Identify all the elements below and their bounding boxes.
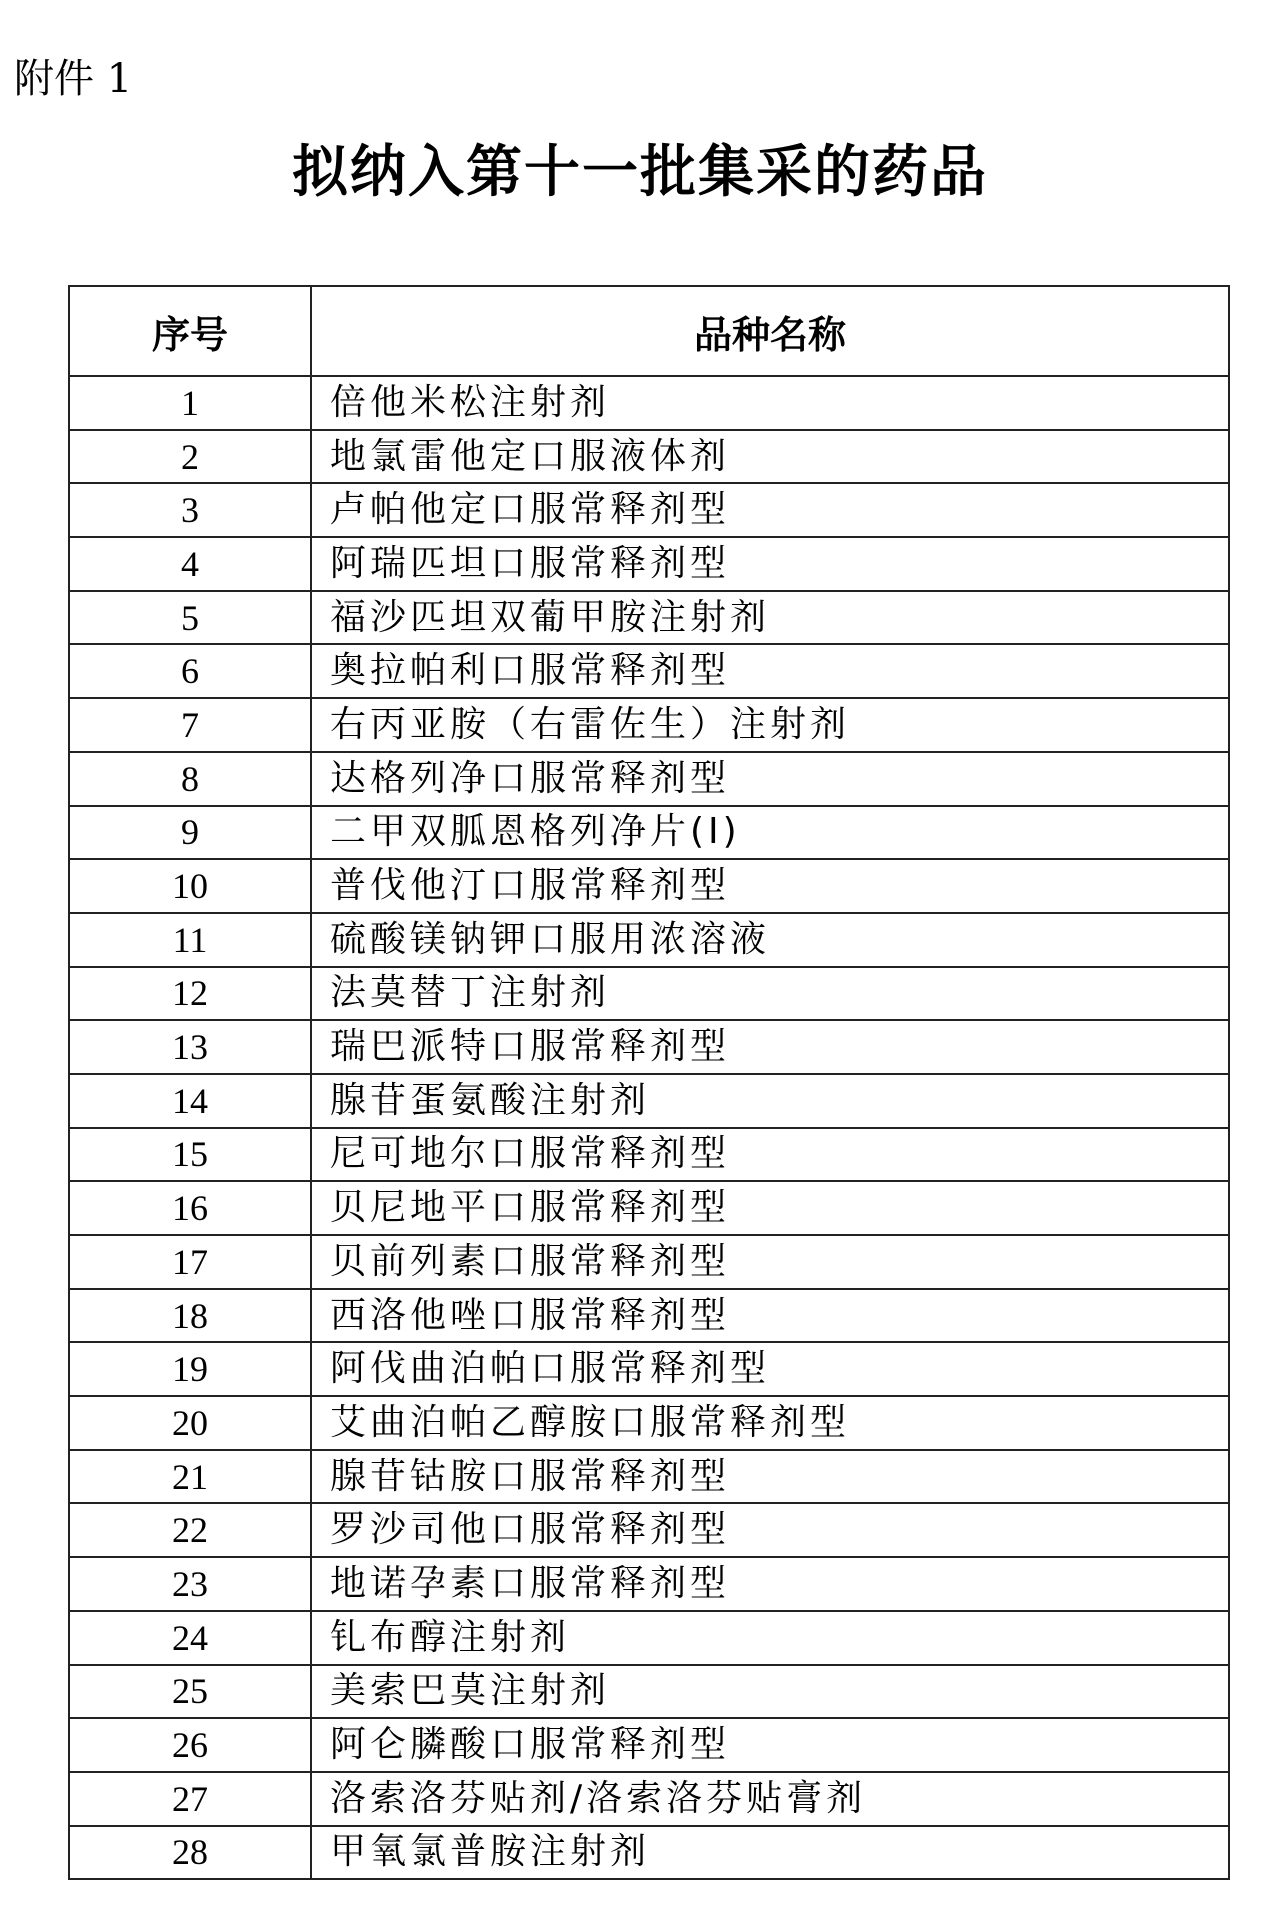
row-drug-name: 硫酸镁钠钾口服用浓溶液 — [311, 913, 1229, 967]
table-row — [69, 1772, 1229, 1826]
row-drug-name: 艾曲泊帕乙醇胺口服常释剂型 — [311, 1396, 1229, 1450]
row-drug-name: 卢帕他定口服常释剂型 — [311, 483, 1229, 537]
table-row — [69, 1718, 1229, 1772]
table-row — [69, 376, 1229, 430]
row-index: 7 — [69, 698, 311, 752]
row-drug-name: 瑞巴派特口服常释剂型 — [311, 1020, 1229, 1074]
drug-list-table — [68, 285, 1230, 1880]
row-drug-name: 普伐他汀口服常释剂型 — [311, 859, 1229, 913]
row-drug-name: 达格列净口服常释剂型 — [311, 752, 1229, 806]
table-row — [69, 967, 1229, 1021]
row-drug-name: 地诺孕素口服常释剂型 — [311, 1557, 1229, 1611]
row-drug-name: 贝尼地平口服常释剂型 — [311, 1181, 1229, 1235]
row-drug-name: 钆布醇注射剂 — [311, 1611, 1229, 1665]
row-index: 21 — [69, 1450, 311, 1504]
row-index: 28 — [69, 1826, 311, 1880]
row-drug-name: 罗沙司他口服常释剂型 — [311, 1503, 1229, 1557]
table-row — [69, 913, 1229, 967]
row-drug-name: 西洛他唑口服常释剂型 — [311, 1289, 1229, 1343]
table-row — [69, 591, 1229, 645]
row-index: 27 — [69, 1772, 311, 1826]
table-row — [69, 1557, 1229, 1611]
table-row — [69, 806, 1229, 860]
table-row — [69, 1396, 1229, 1450]
row-drug-name: 法莫替丁注射剂 — [311, 967, 1229, 1021]
row-index: 2 — [69, 430, 311, 484]
row-index: 22 — [69, 1503, 311, 1557]
row-drug-name: 美索巴莫注射剂 — [311, 1665, 1229, 1719]
table-row — [69, 483, 1229, 537]
table-row — [69, 1826, 1229, 1880]
row-drug-name: 阿仑膦酸口服常释剂型 — [311, 1718, 1229, 1772]
table-row — [69, 698, 1229, 752]
table-row — [69, 1235, 1229, 1289]
row-index: 11 — [69, 913, 311, 967]
table-header-row — [69, 286, 1229, 376]
row-index: 20 — [69, 1396, 311, 1450]
row-drug-name: 腺苷钴胺口服常释剂型 — [311, 1450, 1229, 1504]
table-row — [69, 1342, 1229, 1396]
table-row — [69, 1020, 1229, 1074]
row-drug-name: 阿伐曲泊帕口服常释剂型 — [311, 1342, 1229, 1396]
row-index: 24 — [69, 1611, 311, 1665]
table-row — [69, 859, 1229, 913]
row-drug-name: 二甲双胍恩格列净片(I) — [311, 806, 1229, 860]
table-row — [69, 752, 1229, 806]
table-row — [69, 430, 1229, 484]
row-index: 26 — [69, 1718, 311, 1772]
row-index: 3 — [69, 483, 311, 537]
row-index: 13 — [69, 1020, 311, 1074]
row-index: 6 — [69, 644, 311, 698]
row-index: 8 — [69, 752, 311, 806]
row-drug-name: 奥拉帕利口服常释剂型 — [311, 644, 1229, 698]
page-title: 拟纳入第十一批集采的药品 — [292, 140, 988, 205]
column-header-name: 品种名称 — [311, 286, 1229, 376]
row-drug-name: 贝前列素口服常释剂型 — [311, 1235, 1229, 1289]
row-drug-name: 阿瑞匹坦口服常释剂型 — [311, 537, 1229, 591]
table-row — [69, 1074, 1229, 1128]
table-row — [69, 537, 1229, 591]
row-index: 1 — [69, 376, 311, 430]
row-index: 10 — [69, 859, 311, 913]
row-index: 23 — [69, 1557, 311, 1611]
row-drug-name: 右丙亚胺（右雷佐生）注射剂 — [311, 698, 1229, 752]
row-drug-name: 甲氧氯普胺注射剂 — [311, 1826, 1229, 1880]
row-index: 16 — [69, 1181, 311, 1235]
table-row — [69, 644, 1229, 698]
row-index: 25 — [69, 1665, 311, 1719]
row-drug-name: 尼可地尔口服常释剂型 — [311, 1128, 1229, 1182]
row-index: 19 — [69, 1342, 311, 1396]
table-row — [69, 1611, 1229, 1665]
row-index: 5 — [69, 591, 311, 645]
row-drug-name: 福沙匹坦双葡甲胺注射剂 — [311, 591, 1229, 645]
row-index: 18 — [69, 1289, 311, 1343]
row-index: 14 — [69, 1074, 311, 1128]
table-row — [69, 1503, 1229, 1557]
table-row — [69, 1181, 1229, 1235]
column-header-index: 序号 — [69, 286, 311, 376]
row-drug-name: 腺苷蛋氨酸注射剂 — [311, 1074, 1229, 1128]
row-drug-name: 洛索洛芬贴剂/洛索洛芬贴膏剂 — [311, 1772, 1229, 1826]
table-row — [69, 1450, 1229, 1504]
row-index: 15 — [69, 1128, 311, 1182]
row-drug-name: 地氯雷他定口服液体剂 — [311, 430, 1229, 484]
row-drug-name: 倍他米松注射剂 — [311, 376, 1229, 430]
row-index: 4 — [69, 537, 311, 591]
row-index: 9 — [69, 806, 311, 860]
row-index: 17 — [69, 1235, 311, 1289]
table-row — [69, 1665, 1229, 1719]
row-index: 12 — [69, 967, 311, 1021]
attachment-label: 附件 1 — [14, 56, 133, 102]
table-row — [69, 1289, 1229, 1343]
table-row — [69, 1128, 1229, 1182]
